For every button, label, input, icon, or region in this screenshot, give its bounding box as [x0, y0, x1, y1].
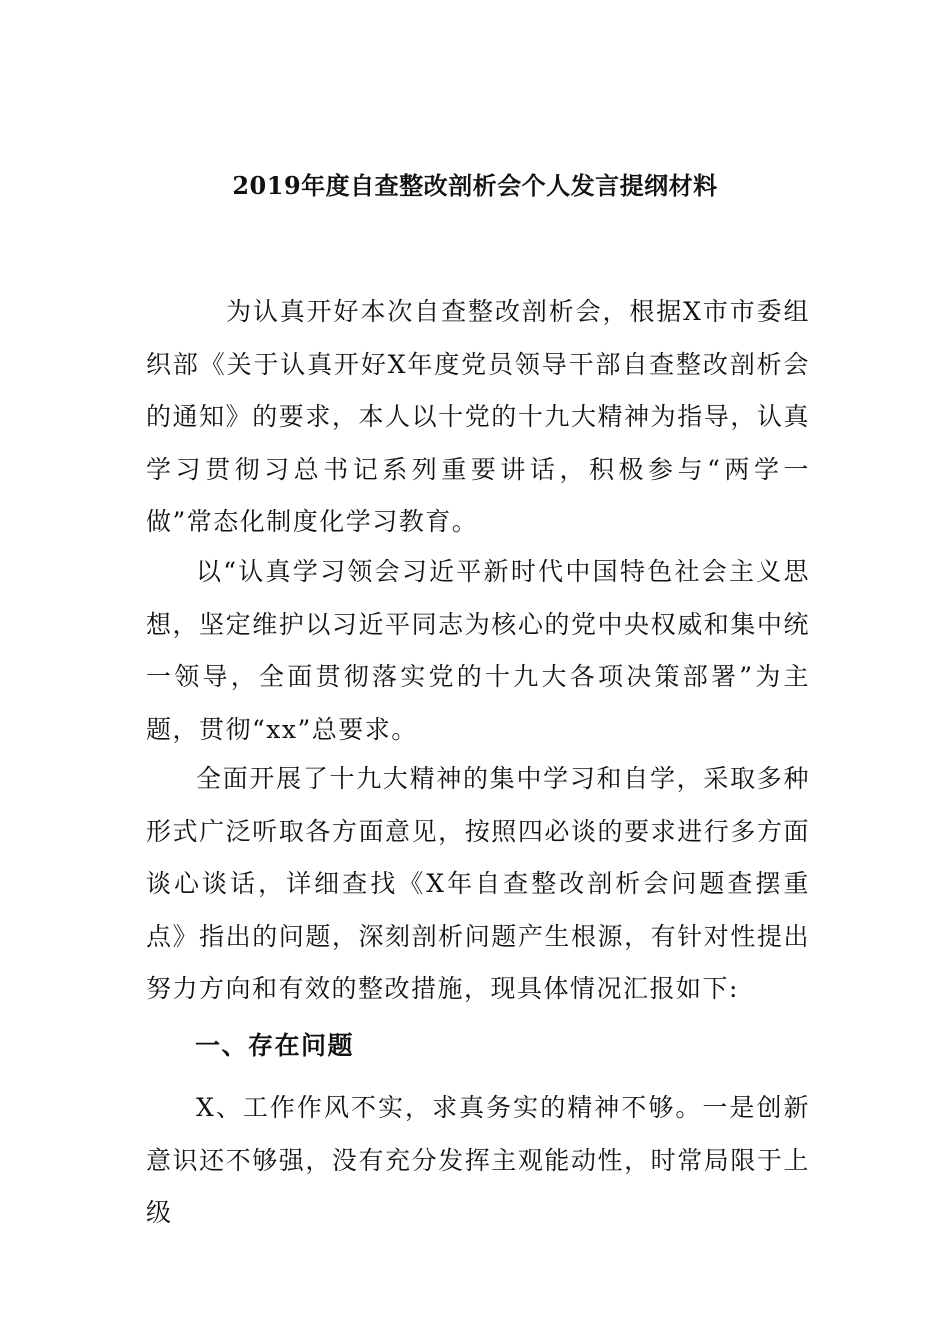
section-heading: 一、存在问题: [195, 1031, 355, 1060]
paragraph-intro: 为认真开好本次自查整改剖析会，根据X市市委组织部《关于认真开好X年度党员领导干部自查整改剖析会的通知》的要求，本人以十党的十九大精神为指导，认真学习贯彻习总书记系列重要讲话，积极参与“两学一做”常态化制度化学习教育。: [146, 297, 810, 536]
paragraph-study: 全面开展了十九大精神的集中学习和自学，采取多种形式广泛听取各方面意见，按照四必谈的要求进行多方面谈心谈话，详细查找《X年自查整改剖析会问题查摆重点》指出的问题，深刻剖析问题产生根源，有针对性提出努力方向和有效的整改措施，现具体情况汇报如下:: [146, 764, 810, 1003]
paragraph-theme: 以“认真学习领会习近平新时代中国特色社会主义思想，坚定维护以习近平同志为核心的党中央权威和集中统一领导，全面贯彻落实党的十九大各项决策部署”为主题，贯彻“xx”总要求。: [146, 557, 810, 744]
paragraph-problem: X、工作作风不实，求真务实的精神不够。一是创新意识还不够强，没有充分发挥主观能动性，时常局限于上级: [146, 1093, 810, 1227]
document-title: 2019年度自查整改剖析会个人发言提纲材料: [232, 171, 718, 200]
